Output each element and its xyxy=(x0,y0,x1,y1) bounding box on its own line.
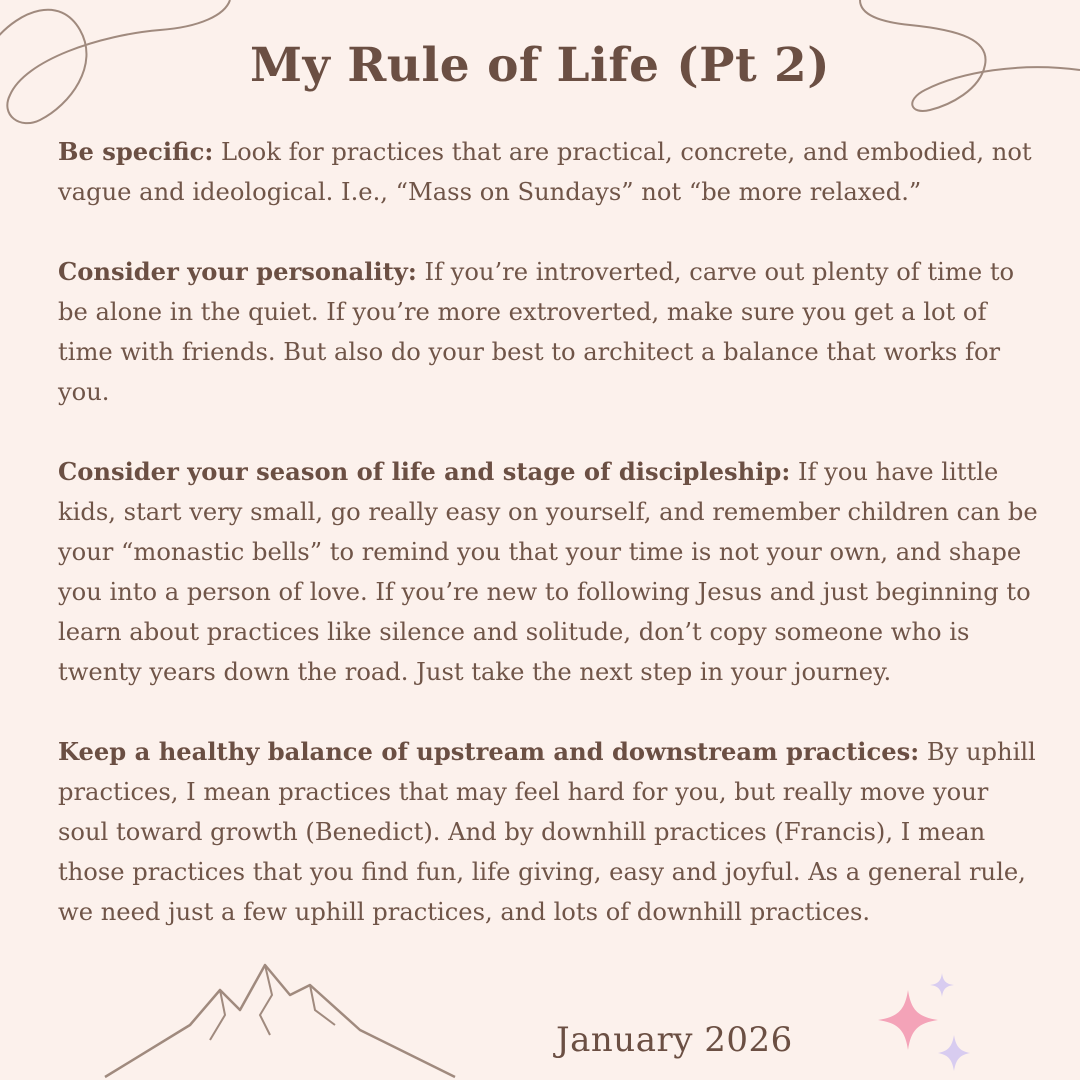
paragraph-heading: Be specific: xyxy=(58,137,214,166)
paragraph-heading: Consider your personality: xyxy=(58,257,417,286)
rule-of-life-content xyxy=(58,132,1043,972)
paragraph-be-specific xyxy=(58,132,1043,212)
date-label: January 2026 xyxy=(556,1020,793,1060)
paragraph-consider-season xyxy=(58,452,1043,692)
paragraph-body: If you have little kids, start very small, go really easy on yourself, and remember children can be your “monastic bells” to remind you that your time is not your own, and shape you into a person of love. If you’re new to following Jesus and just beginning to learn about practices like silence and solitude, don’t copy someone who is twenty years down the road. Just take the next step in your journey. xyxy=(58,458,1038,686)
paragraph-heading: Consider your season of life and stage of discipleship: xyxy=(58,457,791,486)
mountain-icon xyxy=(100,955,460,1080)
paragraph-healthy-balance xyxy=(58,732,1043,932)
paragraph-body: Look for practices that are practical, concrete, and embodied, not vague and ideological. I.e., “Mass on Sundays” not “be more relaxed.” xyxy=(58,138,1032,206)
paragraph-body: If you’re introverted, carve out plenty of time to be alone in the quiet. If you’re more extroverted, make sure you get a lot of time with friends. But also do your best to architect a balance that works for you. xyxy=(58,258,1015,406)
paragraph-body: By uphill practices, I mean practices that may feel hard for you, but really move your soul toward growth (Benedict). And by downhill practices (Francis), I mean those practices that you find fun, life giving, easy and joyful. As a general rule, we need just a few uphill practices, and lots of downhill practices. xyxy=(58,738,1036,926)
page-title: My Rule of Life (Pt 2) xyxy=(250,38,830,93)
paragraph-consider-personality xyxy=(58,252,1043,412)
sparkle-icon xyxy=(870,965,980,1080)
paragraph-heading: Keep a healthy balance of upstream and downstream practices: xyxy=(58,737,920,766)
